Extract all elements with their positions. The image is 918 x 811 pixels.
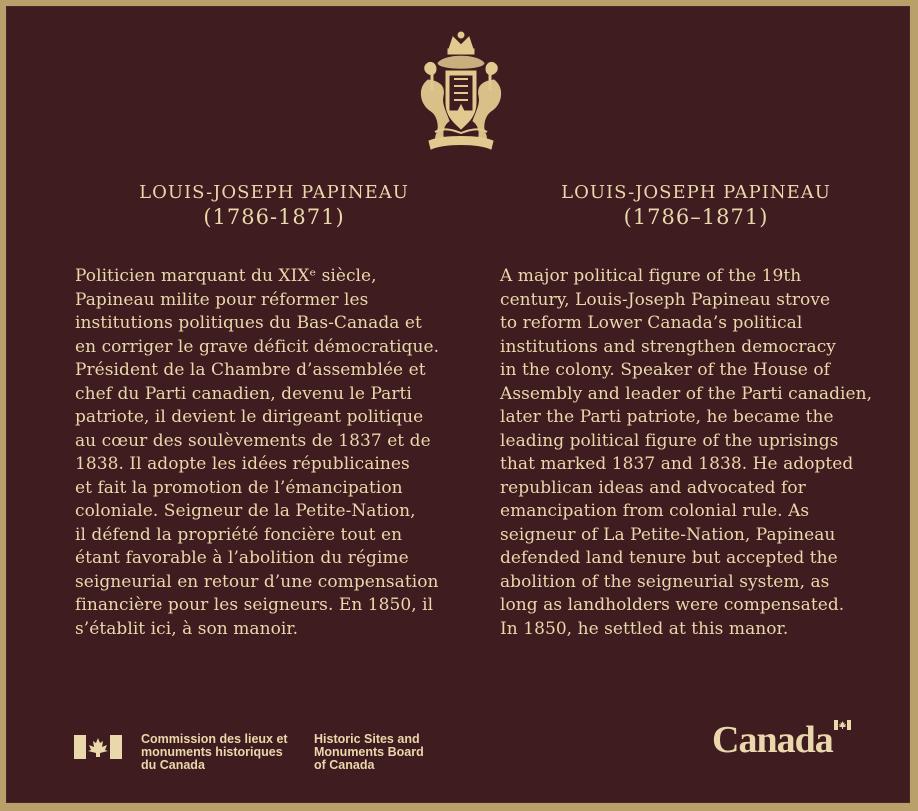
canada-wordmark-text: Canada bbox=[712, 719, 833, 761]
french-years: (1786-1871) bbox=[203, 205, 345, 229]
french-heading: LOUIS-JOSEPH PAPINEAU bbox=[139, 182, 409, 203]
canada-wordmark bbox=[712, 717, 852, 763]
historic-plaque bbox=[6, 6, 910, 803]
french-description: Politicien marquant du XIXᵉ siècle, Papineau milite pour réformer les institutions politiques du Bas-Canada et en corriger le grave déficit démocratique. Président de la Chambre d’assemblée et chef du Parti canadien, devenu le Parti patriote, il devient le dirigeant politique au cœur des soulèvements de 1837 et de 1838. Il adopte les idées républicaines et fait la promotion de l’émancipation coloniale. Seigneur de la Petite-Nation, il défend la propriété foncière tout en étant favorable à l’abolition du régime seigneurial en retour d’une compensation financière pour les seigneurs. En 1850, il s’établit ici, à son manoir. bbox=[75, 266, 440, 639]
french-title-block bbox=[84, 181, 464, 230]
heritage-board-footer bbox=[72, 725, 452, 777]
english-years: (1786–1871) bbox=[623, 205, 769, 229]
english-title-block bbox=[506, 181, 886, 230]
english-description: A major political figure of the 19th century, Louis-Joseph Papineau strove to reform Lower Canada’s political institutions and strengthen democracy in the colony. Speaker of the House of Assembly and leader of the Parti canadien, later the Parti patriote, he became the leading political figure of the uprisings that marked 1837 and 1838. He adopted republican ideas and advocated for emancipation from colonial rule. As seigneur of La Petite-Nation, Papineau defended land tenure but accepted the abolition of the seigneurial system, as long as landholders were compensated. In 1850, he settled at this manor. bbox=[500, 266, 873, 639]
coat-of-arms-icon bbox=[415, 29, 507, 153]
english-organization-name: Historic Sites and Monuments Board of Canada bbox=[314, 732, 424, 772]
french-organization-name: Commission des lieux et monuments historiques du Canada bbox=[141, 732, 288, 772]
wordmark-flag-icon bbox=[834, 720, 851, 730]
english-heading: LOUIS-JOSEPH PAPINEAU bbox=[561, 182, 831, 203]
canadian-flag-icon bbox=[74, 735, 122, 759]
